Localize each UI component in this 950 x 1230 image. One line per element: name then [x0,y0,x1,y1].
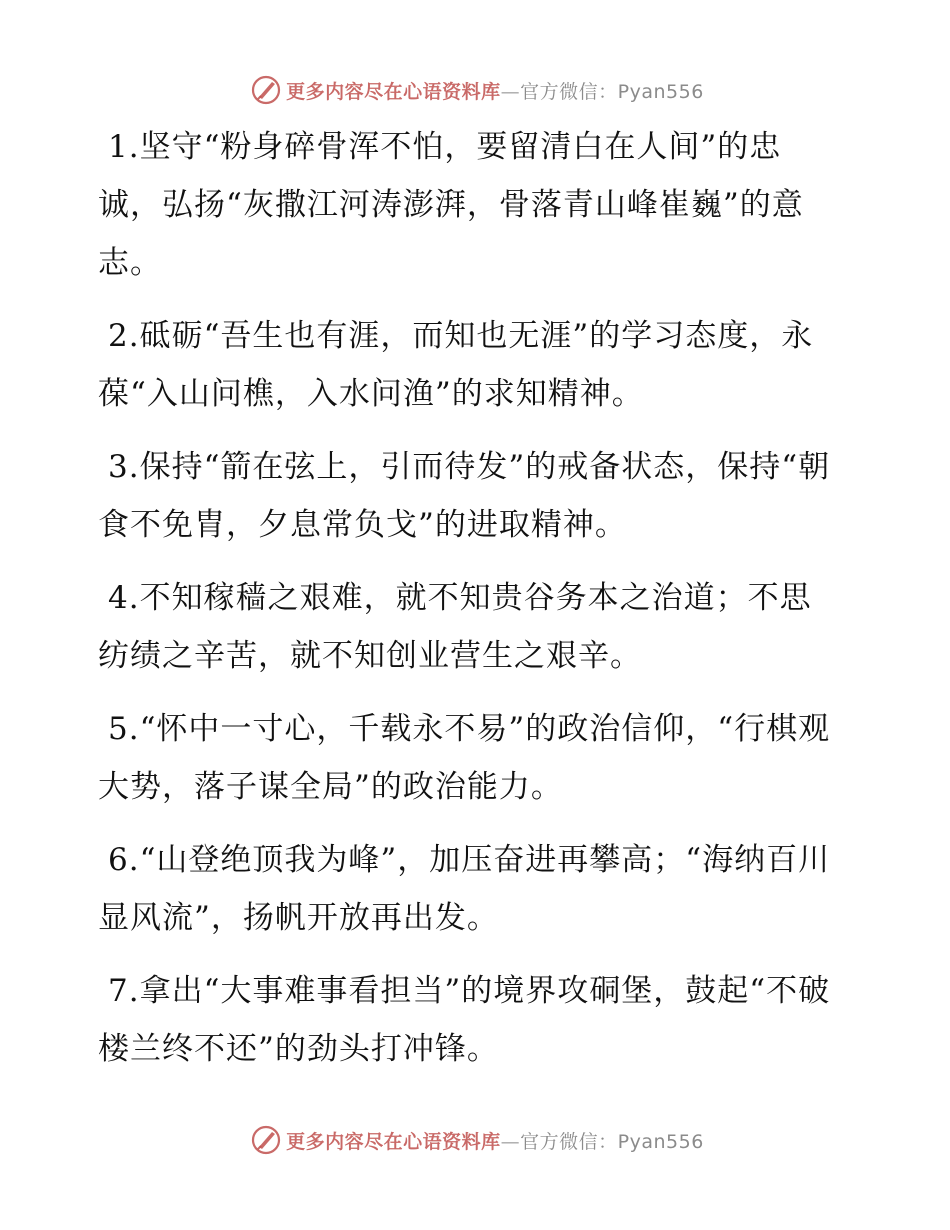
item-text: 不知稼穑之艰难，就不知贵谷务本之治道；不思纺绩之辛苦，就不知创业营生之艰辛。 [98,580,812,674]
list-item [98,307,838,423]
item-text: 砥砺“吾生也有涯，而知也无涯”的学习态度，永葆“入山问樵，入水问渔”的求知精神。 [98,318,814,412]
footer-separator: — [500,1130,521,1153]
list-item [98,962,838,1078]
document-body [98,118,838,1093]
item-number: 1. [108,129,140,165]
item-number: 4. [108,580,140,616]
footer-site-text: 更多内容尽在心语资料库 [286,1130,501,1153]
item-text: “山登绝顶我为峰”，加压奋进再攀高；“海纳百川显风流”，扬帆开放再出发。 [98,842,831,936]
item-text: “怀中一寸心，千载永不易”的政治信仰，“行棋观大势，落子谋全局”的政治能力。 [98,711,831,805]
quill-circle-icon [250,74,282,106]
header-site-text: 更多内容尽在心语资料库 [286,80,501,103]
quill-circle-icon [250,1124,282,1156]
item-number: 2. [108,318,140,354]
footer-watermark-inner [250,1124,704,1156]
item-text: 坚守“粉身碎骨浑不怕，要留清白在人间”的忠诚，弘扬“灰撒江河涛澎湃，骨落青山峰崔巍”的意志。 [98,129,804,281]
header-watermark-text [286,77,704,104]
list-item [98,831,838,947]
header-wechat-text: 官方微信：Pyan556 [520,80,704,103]
footer-watermark [0,1120,950,1160]
footer-wechat-text: 官方微信：Pyan556 [520,1130,704,1153]
footer-watermark-text [286,1127,704,1154]
item-text: 保持“箭在弦上，引而待发”的戒备状态，保持“朝食不免胄，夕息常负戈”的进取精神。 [98,449,831,543]
list-item [98,569,838,685]
item-text: 拿出“大事难事看担当”的境界攻硐堡，鼓起“不破楼兰终不还”的劲头打冲锋。 [98,973,831,1067]
item-number: 3. [108,449,140,485]
item-number: 7. [108,973,140,1009]
list-item [98,118,838,292]
item-number: 5. [108,711,140,747]
item-number: 6. [108,842,140,878]
list-item [98,700,838,816]
list-item [98,438,838,554]
header-watermark-inner [250,74,704,106]
header-separator: — [500,80,521,103]
header-watermark [0,70,950,110]
